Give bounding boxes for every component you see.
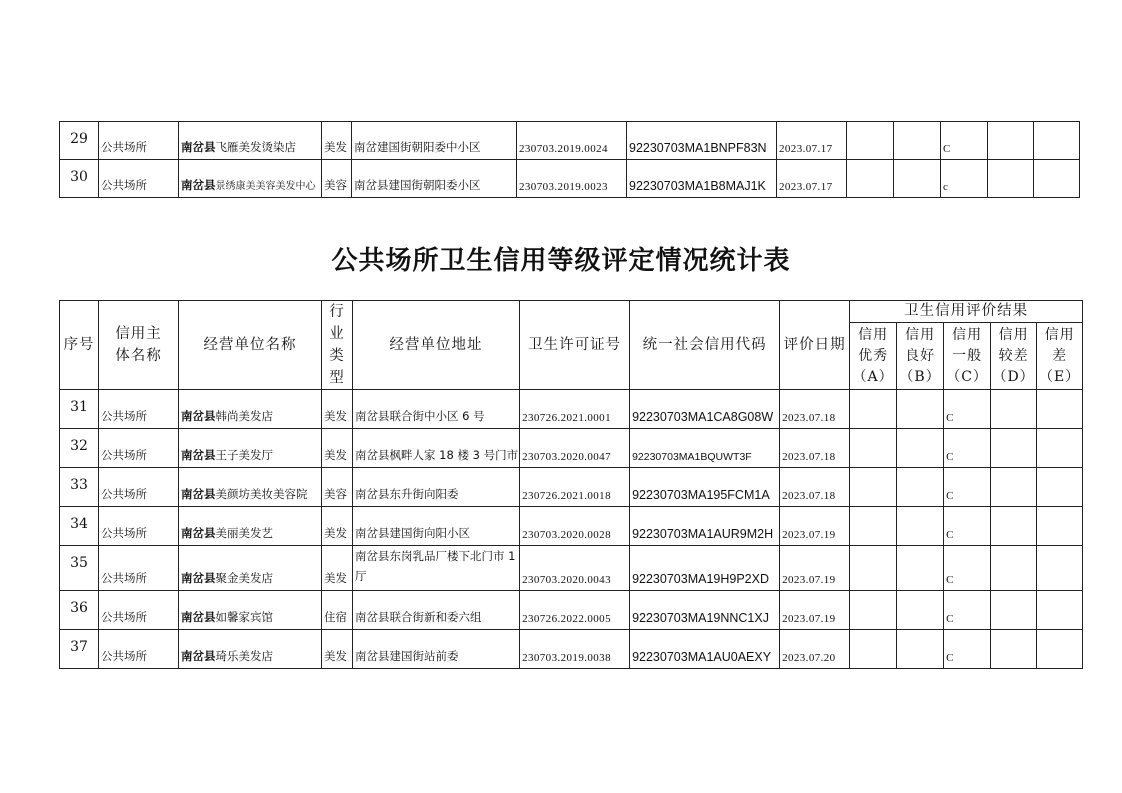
table-row (60, 122, 1080, 160)
row-grade-c: c (941, 160, 988, 198)
header-grade-line: 信用 (1044, 326, 1075, 343)
row-grade-e (1037, 591, 1083, 630)
header-grade (1037, 323, 1083, 390)
row-credit-code: 92230703MA1AUR9M2H (630, 507, 780, 546)
row-grade-c: C (944, 591, 991, 630)
row-name (179, 160, 322, 198)
row-date: 2023.07.20 (780, 630, 850, 669)
row-credit-code: 92230703MA1B8MAJ1K (627, 160, 777, 198)
row-entity: 公共场所 (99, 630, 179, 669)
table-row (60, 591, 1083, 630)
row-grade-d (988, 160, 1034, 198)
row-license: 230726.2021.0018 (520, 468, 630, 507)
row-entity: 公共场所 (99, 546, 179, 591)
row-type: 美发 (322, 122, 352, 160)
row-grade-d (991, 390, 1037, 429)
row-seq: 36 (60, 591, 99, 630)
row-address (352, 160, 517, 198)
table-row (60, 390, 1083, 429)
row-credit-code: 92230703MA1BQUWT3F (630, 429, 780, 468)
row-grade-b (897, 429, 944, 468)
row-type: 美容 (322, 160, 352, 198)
header-grade-line: 良好 (905, 347, 936, 364)
row-grade-a (850, 630, 897, 669)
header-grade-line: （D） (992, 368, 1035, 385)
header-type-text: 行业类型 (329, 304, 345, 386)
row-date: 2023.07.18 (780, 390, 850, 429)
row-address-text: 南岔县联合街中小区 6 号 (355, 409, 485, 423)
row-name-rest: 飞雁美发烫染店 (215, 140, 296, 154)
header-entity-text: 信用主体名称 (115, 326, 162, 364)
row-credit-code: 92230703MA19H9P2XD (630, 546, 780, 591)
row-grade-e (1037, 468, 1083, 507)
row-grade-b (897, 390, 944, 429)
header-grade (850, 323, 897, 390)
header-seq: 序号 (60, 301, 99, 390)
row-grade-a (850, 591, 897, 630)
row-name (179, 468, 322, 507)
row-name-county: 南岔县 (181, 487, 216, 501)
row-seq: 34 (60, 507, 99, 546)
row-name (179, 429, 322, 468)
row-name-county: 南岔县 (181, 526, 216, 540)
row-name-rest: 琦乐美发店 (215, 649, 273, 663)
row-address (352, 122, 517, 160)
row-address (353, 468, 520, 507)
row-seq: 31 (60, 390, 99, 429)
row-entity: 公共场所 (99, 507, 179, 546)
header-name: 经营单位名称 (179, 301, 322, 390)
row-name (179, 507, 322, 546)
header-grade (944, 323, 991, 390)
row-type: 美发 (322, 390, 353, 429)
row-credit-code: 92230703MA1BNPF83N (627, 122, 777, 160)
row-grade-c: C (944, 390, 991, 429)
row-grade-a (850, 390, 897, 429)
row-grade-e (1037, 390, 1083, 429)
row-grade-a (847, 160, 894, 198)
row-name-county: 南岔县 (181, 409, 216, 423)
row-name-county: 南岔县 (181, 649, 216, 663)
header-grade-line: 信用 (998, 326, 1029, 343)
row-grade-e (1037, 546, 1083, 591)
row-type: 美发 (322, 546, 353, 591)
header-grade-line: （B） (899, 368, 941, 385)
row-grade-d (991, 630, 1037, 669)
row-type: 住宿 (322, 591, 353, 630)
row-license: 230703.2020.0043 (520, 546, 630, 591)
row-grade-b (894, 160, 941, 198)
row-grade-b (897, 546, 944, 591)
row-address (353, 429, 520, 468)
row-grade-a (850, 468, 897, 507)
row-name-county: 南岔县 (181, 610, 216, 624)
row-name (179, 390, 322, 429)
header-grade (897, 323, 944, 390)
row-license: 230703.2019.0024 (517, 122, 627, 160)
row-date: 2023.07.18 (780, 429, 850, 468)
row-name (179, 122, 322, 160)
row-entity: 公共场所 (99, 468, 179, 507)
row-name (179, 546, 322, 591)
row-grade-c: C (941, 122, 988, 160)
row-grade-d (991, 546, 1037, 591)
row-grade-a (847, 122, 894, 160)
row-license: 230726.2021.0001 (520, 390, 630, 429)
row-grade-e (1034, 160, 1080, 198)
header-grade-line: 信用 (858, 326, 889, 343)
row-grade-a (850, 429, 897, 468)
row-name-rest: 美颜坊美妆美容院 (215, 487, 308, 501)
row-grade-b (897, 630, 944, 669)
row-entity: 公共场所 (99, 122, 179, 160)
row-address-text: 南岔县联合街新和委六组 (355, 610, 482, 624)
row-date: 2023.07.18 (780, 468, 850, 507)
row-name-rest: 美丽美发艺 (215, 526, 273, 540)
row-name (179, 630, 322, 669)
row-grade-c: C (944, 468, 991, 507)
credit-rating-table (59, 300, 1083, 669)
continuation-table (59, 121, 1080, 198)
table-row (60, 160, 1080, 198)
row-grade-b (897, 468, 944, 507)
row-credit-code: 92230703MA195FCM1A (630, 468, 780, 507)
row-address-text: 南岔建国街朝阳委中小区 (354, 140, 481, 154)
row-name-rest: 景绣康美美容美发中心 (215, 181, 316, 192)
row-grade-a (850, 507, 897, 546)
row-entity: 公共场所 (99, 591, 179, 630)
header-address: 经营单位地址 (353, 301, 520, 390)
row-grade-e (1037, 507, 1083, 546)
row-entity: 公共场所 (99, 429, 179, 468)
header-grade (991, 323, 1037, 390)
header-result-group: 卫生信用评价结果 (850, 301, 1083, 323)
row-address (353, 630, 520, 669)
row-seq: 37 (60, 630, 99, 669)
row-grade-b (897, 591, 944, 630)
row-grade-d (991, 591, 1037, 630)
header-grade-line: 差 (1052, 347, 1068, 364)
header-type (322, 301, 353, 390)
table-row (60, 468, 1083, 507)
row-name (179, 591, 322, 630)
row-seq: 32 (60, 429, 99, 468)
row-name-county: 南岔县 (181, 178, 216, 192)
row-license: 230726.2022.0005 (520, 591, 630, 630)
row-grade-c: C (944, 630, 991, 669)
row-credit-code: 92230703MA1CA8G08W (630, 390, 780, 429)
row-address-text: 南岔县建国街站前委 (355, 649, 459, 663)
row-date: 2023.07.17 (777, 122, 847, 160)
header-grade-line: 信用 (952, 326, 983, 343)
table-row (60, 429, 1083, 468)
row-grade-c: C (944, 546, 991, 591)
row-credit-code: 92230703MA19NNC1XJ (630, 591, 780, 630)
row-seq: 35 (60, 546, 99, 591)
row-address-text: 南岔县东岗乳品厂楼下北门市 1 厅 (355, 549, 516, 583)
row-grade-d (988, 122, 1034, 160)
row-address-text: 南岔县建国街向阳小区 (355, 526, 470, 540)
header-grade-line: 信用 (905, 326, 936, 343)
header-grade-line: （E） (1038, 368, 1081, 385)
header-license: 卫生许可证号 (520, 301, 630, 390)
row-address-text: 南岔县枫畔人家 18 楼 3 号门市 (355, 448, 519, 462)
row-date: 2023.07.19 (780, 546, 850, 591)
row-type: 美容 (322, 468, 353, 507)
row-seq: 33 (60, 468, 99, 507)
row-license: 230703.2019.0023 (517, 160, 627, 198)
row-license: 230703.2020.0028 (520, 507, 630, 546)
row-grade-c: C (944, 507, 991, 546)
header-credit-code: 统一社会信用代码 (630, 301, 780, 390)
table-row (60, 507, 1083, 546)
table-row (60, 546, 1083, 591)
row-address-text: 南岔县建国街朝阳委小区 (354, 178, 481, 192)
row-date: 2023.07.19 (780, 507, 850, 546)
row-credit-code: 92230703MA1AU0AEXY (630, 630, 780, 669)
row-grade-e (1034, 122, 1080, 160)
row-address (353, 507, 520, 546)
row-grade-a (850, 546, 897, 591)
row-address (353, 390, 520, 429)
header-grade-line: 一般 (952, 347, 983, 364)
row-type: 美发 (322, 507, 353, 546)
row-name-rest: 聚金美发店 (215, 571, 273, 585)
row-name-county: 南岔县 (181, 140, 216, 154)
row-name-county: 南岔县 (181, 571, 216, 585)
header-grade-line: 较差 (998, 347, 1029, 364)
row-address (353, 546, 520, 591)
row-address (353, 591, 520, 630)
header-grade-line: 优秀 (858, 347, 889, 364)
row-entity: 公共场所 (99, 390, 179, 429)
page-title: 公共场所卫生信用等级评定情况统计表 (331, 246, 791, 276)
row-grade-b (897, 507, 944, 546)
row-seq: 29 (60, 122, 99, 160)
row-grade-d (991, 429, 1037, 468)
row-type: 美发 (322, 429, 353, 468)
row-name-rest: 王子美发厅 (215, 448, 273, 462)
header-grade-line: （C） (946, 368, 988, 385)
row-name-county: 南岔县 (181, 448, 216, 462)
row-grade-e (1037, 429, 1083, 468)
row-date: 2023.07.19 (780, 591, 850, 630)
row-grade-b (894, 122, 941, 160)
row-grade-e (1037, 630, 1083, 669)
row-type: 美发 (322, 630, 353, 669)
row-grade-d (991, 468, 1037, 507)
row-grade-d (991, 507, 1037, 546)
header-entity (99, 301, 179, 390)
row-license: 230703.2020.0047 (520, 429, 630, 468)
row-name-rest: 如馨家宾馆 (215, 610, 273, 624)
row-seq: 30 (60, 160, 99, 198)
row-address-text: 南岔县东升街向阳委 (355, 487, 459, 501)
row-name-rest: 韩尚美发店 (215, 409, 273, 423)
row-grade-c: C (944, 429, 991, 468)
row-license: 230703.2019.0038 (520, 630, 630, 669)
table-row (60, 630, 1083, 669)
row-date: 2023.07.17 (777, 160, 847, 198)
header-date: 评价日期 (780, 301, 850, 390)
row-entity: 公共场所 (99, 160, 179, 198)
header-grade-line: （A） (852, 368, 894, 385)
